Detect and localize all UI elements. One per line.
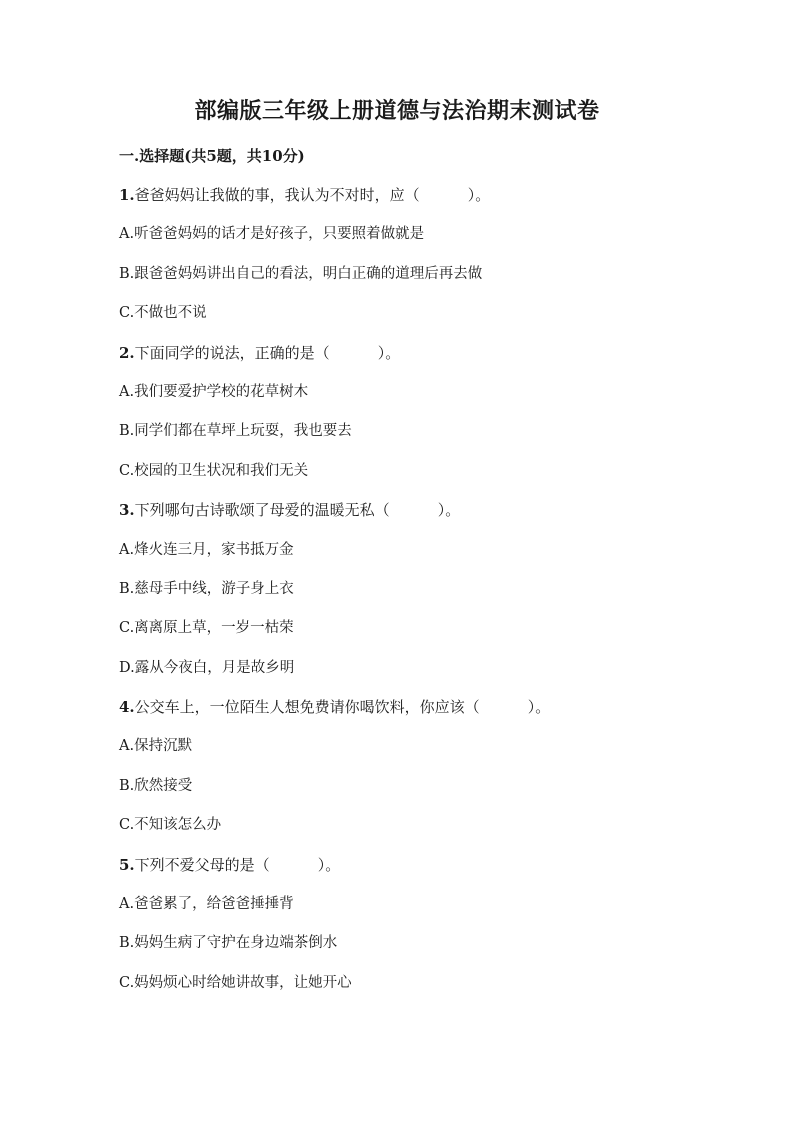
question-text-end: ）。	[437, 501, 461, 520]
question-1-option: A.听爸爸妈妈的话才是好孩子，只要照着做就是	[119, 226, 425, 243]
question-2-option: A.我们要爱护学校的花草树木	[119, 383, 309, 400]
question-4-option: B.欣然接受	[119, 777, 193, 794]
question-4-option: A.保持沉默	[119, 738, 193, 755]
question-3-option: A.烽火连三月，家书抵万金	[119, 541, 294, 558]
section-heading: 一.选择题(共5题，共10分)	[119, 147, 305, 165]
question-5-option: C.妈妈烦心时给她讲故事，让她开心	[119, 974, 352, 991]
question-list	[119, 184, 719, 1011]
question-3-stem	[119, 499, 719, 538]
question-number: 1.	[119, 186, 135, 204]
question-1-option: B.跟爸爸妈妈讲出自己的看法，明白正确的道理后再去做	[119, 265, 483, 282]
question-5-option: A.爸爸累了，给爸爸捶捶背	[119, 896, 294, 913]
question-2-stem	[119, 342, 719, 381]
question-4-stem	[119, 696, 719, 735]
question-4-option: C.不知该怎么办	[119, 817, 222, 834]
question-2-option: B.同学们都在草坪上玩耍，我也要去	[119, 423, 352, 440]
question-2-option: C.校园的卫生状况和我们无关	[119, 462, 309, 479]
question-3-option: C.离离原上草，一岁一枯荣	[119, 620, 294, 637]
question-text-end: ）。	[317, 855, 341, 874]
question-number: 3.	[119, 501, 135, 520]
question-1-option: C.不做也不说	[119, 305, 207, 322]
question-5-option: B.妈妈生病了守护在身边端茶倒水	[119, 935, 338, 952]
question-text: 公交车上，一位陌生人想免费请你喝饮料，你应该（	[134, 698, 480, 717]
question-3-option: D.露从今夜白，月是故乡明	[119, 659, 295, 676]
question-text: 下面同学的说法，正确的是（	[134, 343, 330, 362]
question-3-option: B.慈母手中线，游子身上衣	[119, 580, 294, 597]
page-title: 部编版三年级上册道德与法治期末测试卷	[194, 98, 600, 124]
question-number: 2.	[119, 343, 135, 362]
question-number: 4.	[119, 698, 135, 717]
question-text-end: ）。	[527, 698, 551, 717]
question-text: 下列不爱父母的是（	[134, 855, 270, 874]
question-1-stem	[119, 184, 719, 223]
question-text-end: ）。	[467, 186, 491, 204]
question-number: 5.	[119, 855, 135, 874]
question-text: 下列哪句古诗歌颂了母爱的温暖无私（	[134, 501, 390, 520]
question-5-stem	[119, 854, 719, 893]
question-text: 爸爸妈妈让我做的事，我认为不对时，应（	[134, 186, 420, 204]
question-text-end: ）。	[377, 343, 401, 362]
